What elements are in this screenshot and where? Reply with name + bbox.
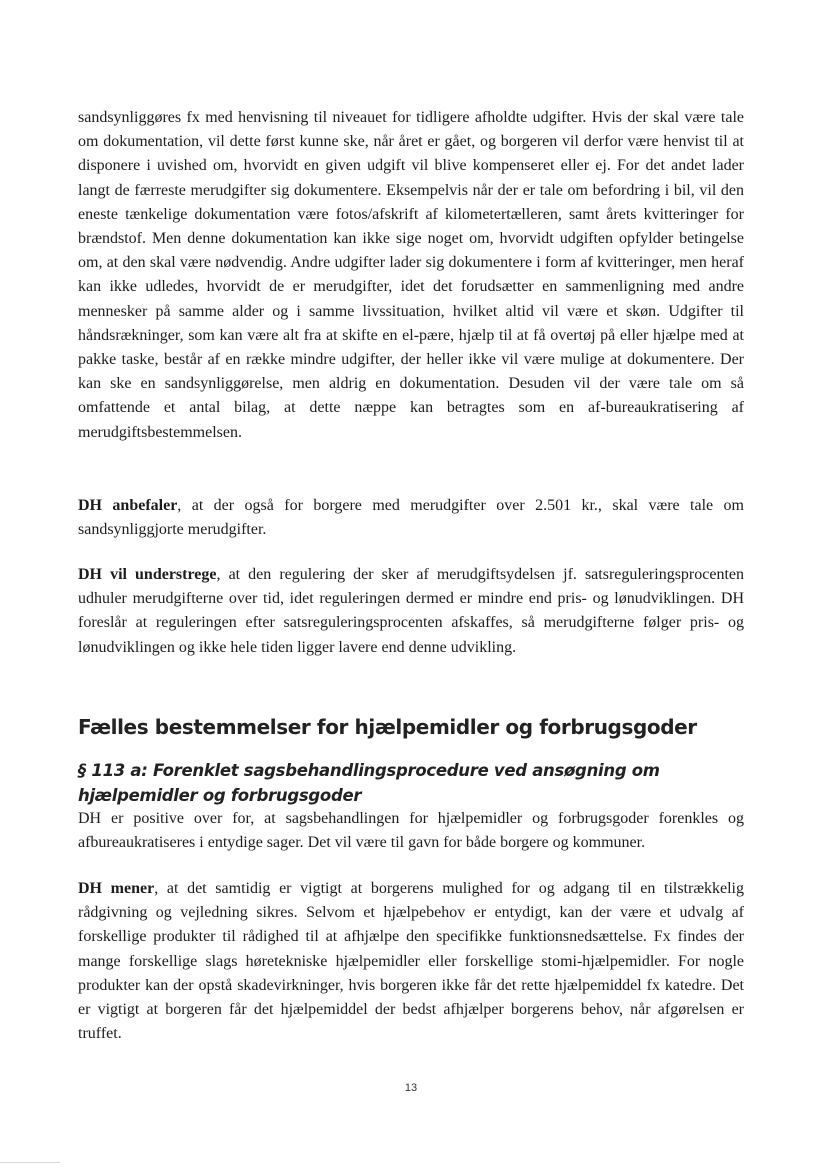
paragraph-body: , at den regulering der sker af merudgiftsydelsen jf. satsreguleringsprocenten udhuler merudgifterne over tid, idet reguleringen dermed er mindre end pris- og lønudviklingen. DH foreslår at reguleringen efter satsreguleringsprocenten afskaffes, så merudgifterne følger pris- og lønudviklingen og ikke hele tiden ligger lavere end denne udvikling. [78,566,745,656]
paragraph-body: , at der også for borgere med merudgifter over 2.501 kr., skal være tale om sandsynliggjorte merudgifter. [78,497,745,539]
section-heading: Fælles bestemmelser for hjælpemidler og forbrugsgoder [78,715,697,739]
paragraph-dh-understrege [78,563,744,660]
paragraph-documentation: sandsynliggøres fx med henvisning til niveauet for tidligere afholdte udgifter. Hvis der skal være tale om dokumentation, vil dette først kunne ske, når året er gået, og borgeren vil derfor være henvist til at disponere i uvished om, hvorvidt en given udgift vil blive kompenseret eller ej. For det andet lader langt de færreste merudgifter sig dokumentere. Eksempelvis når der er tale om befordring i bil, vil den eneste tænkelige dokumentation være fotos/afskrift af kilometertælleren, samt årets kvitteringer for brændstof. Men denne dokumentation kan ikke sige noget om, hvorvidt udgiften opfylder betingelse om, at den skal være nødvendig. Andre udgifter lader sig dokumentere i form af kvitteringer, men heraf kan ikke udledes, hvorvidt de er merudgifter, idet det forudsætter en sammenligning med andre mennesker på samme alder og i samme livssituation, hvilket altid vil være et skøn. Udgifter til håndsrækninger, som kan være alt fra at skifte en el-pære, hjælp til at få overtøj på eller hjælpe med at pakke taske, består af en række mindre udgifter, der heller ikke vil være mulige at dokumentere. Der kan ske en sandsynliggørelse, men aldrig en dokumentation. Desuden vil der være tale om så omfattende et antal bilag, at dette næppe kan betragtes som en af-bureaukratisering af merudgiftsbestemmelsen. [78,109,744,441]
paragraph-dh-anbefaler [78,494,744,542]
paragraph-lead: DH anbefaler [78,497,178,514]
scan-edge-divider [0,1162,60,1163]
paragraph-dh-mener [78,877,744,1046]
subsection-heading: § 113 a: Forenklet sagsbehandlingsprocedure ved ansøgning om hjælpemidler og forbrugsgoder [78,761,660,805]
page-number: 13 [404,1082,418,1094]
paragraph-lead: DH mener [78,880,155,897]
paragraph-dh-positive: DH er positive over for, at sagsbehandlingen for hjælpemidler og forbrugsgoder forenkles og afbureaukratiseres i entydige sager. Det vil være til gavn for både borgere og kommuner. [78,810,744,852]
paragraph-lead: DH vil understrege [78,566,217,583]
paragraph-body: , at det samtidig er vigtigt at borgerens mulighed for og adgang til en tilstrækkelig rådgivning og vejledning sikres. Selvom et hjælpebehov er entydigt, kan der være et udvalg af forskellige produkter til rådighed til at afhjælpe den specifikke funktionsnedsættelse. Fx findes der mange forskellige slags høretekniske hjælpemidler eller forskellige stomi-hjælpemidler. For nogle produkter kan der opstå skadevirkninger, hvis borgeren ikke får det rette hjælpemiddel fx katedre. Det er vigtigt at borgeren får det hjælpemiddel der bedst afhjælper borgerens behov, når afgørelsen er truffet. [78,880,744,1043]
